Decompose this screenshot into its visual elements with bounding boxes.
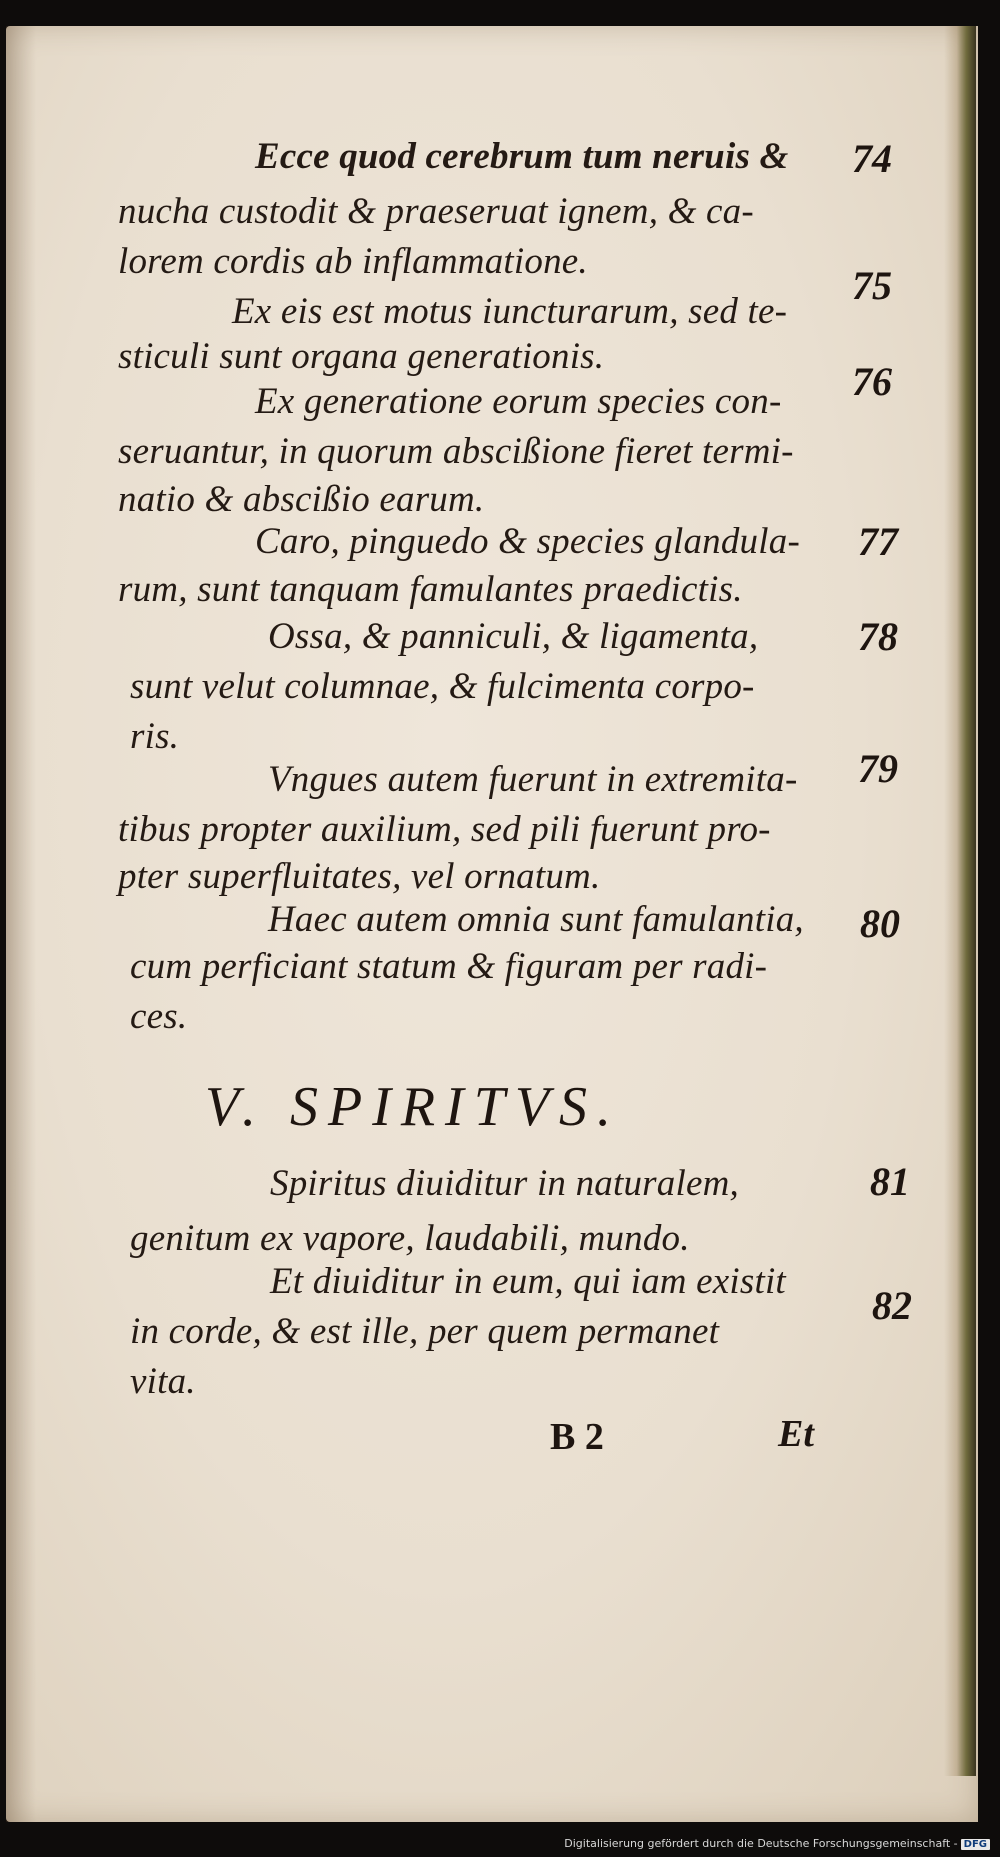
catchword: Et	[778, 1413, 814, 1455]
text-line-13: ris.	[130, 716, 180, 757]
margin-number-78: 78	[858, 614, 898, 659]
text-line-21: genitum ex vapore, laudabili, mundo.	[130, 1218, 690, 1259]
text-line-8: natio & abscißio earum.	[118, 479, 485, 520]
text-line-15: tibus propter auxilium, sed pili fuerunt pro-	[118, 809, 771, 850]
margin-number-79: 79	[858, 746, 898, 791]
text-line-19: ces.	[130, 996, 188, 1037]
margin-number-81: 81	[870, 1159, 910, 1204]
text-line-22: Et diuiditur in eum, qui iam existit	[270, 1261, 786, 1302]
margin-number-75: 75	[852, 263, 892, 308]
text-line-10: rum, sunt tanquam famulantes praedictis.	[118, 569, 743, 610]
text-line-24: vita.	[130, 1361, 196, 1402]
margin-number-82: 82	[872, 1283, 912, 1328]
funding-credit-text: Digitalisierung gefördert durch die Deutsche Forschungsgemeinschaft -	[564, 1837, 958, 1850]
text-line-18: cum perficiant statum & figuram per radi-	[130, 946, 768, 987]
dfg-logo: DFG	[961, 1839, 990, 1850]
margin-number-74: 74	[852, 136, 892, 181]
text-line-7: seruantur, in quorum abscißione fieret termi-	[118, 431, 794, 472]
text-line-1: Ecce quod cerebrum tum neruis &	[255, 136, 789, 177]
text-line-23: in corde, & est ille, per quem permanet	[130, 1311, 720, 1352]
funding-credit	[564, 1837, 990, 1850]
text-line-20: Spiritus diuiditur in naturalem,	[270, 1163, 739, 1204]
margin-number-76: 76	[852, 359, 892, 404]
signature-mark: B 2	[550, 1416, 604, 1458]
text-line-2: nucha custodit & praeseruat ignem, & ca-	[118, 191, 754, 232]
margin-number-77: 77	[858, 519, 898, 564]
text-line-9: Caro, pinguedo & species glandula-	[255, 521, 800, 562]
text-line-14: Vngues autem fuerunt in extremita-	[268, 759, 798, 800]
text-line-11: Ossa, & panniculi, & ligamenta,	[268, 616, 759, 657]
text-line-5: sticuli sunt organa generationis.	[118, 336, 605, 377]
text-line-3: lorem cordis ab inflammatione.	[118, 241, 588, 282]
text-line-12: sunt velut columnae, & fulcimenta corpo-	[130, 666, 755, 707]
page-edge	[944, 26, 976, 1776]
text-line-4: Ex eis est motus iuncturarum, sed te-	[232, 291, 788, 332]
text-line-17: Haec autem omnia sunt famulantia,	[268, 899, 804, 940]
text-line-16: pter superfluitates, vel ornatum.	[118, 856, 601, 897]
section-heading: V. SPIRITVS.	[205, 1076, 622, 1138]
text-line-6: Ex generatione eorum species con-	[255, 381, 782, 422]
gutter-shadow	[6, 26, 36, 1822]
margin-number-80: 80	[860, 901, 900, 946]
